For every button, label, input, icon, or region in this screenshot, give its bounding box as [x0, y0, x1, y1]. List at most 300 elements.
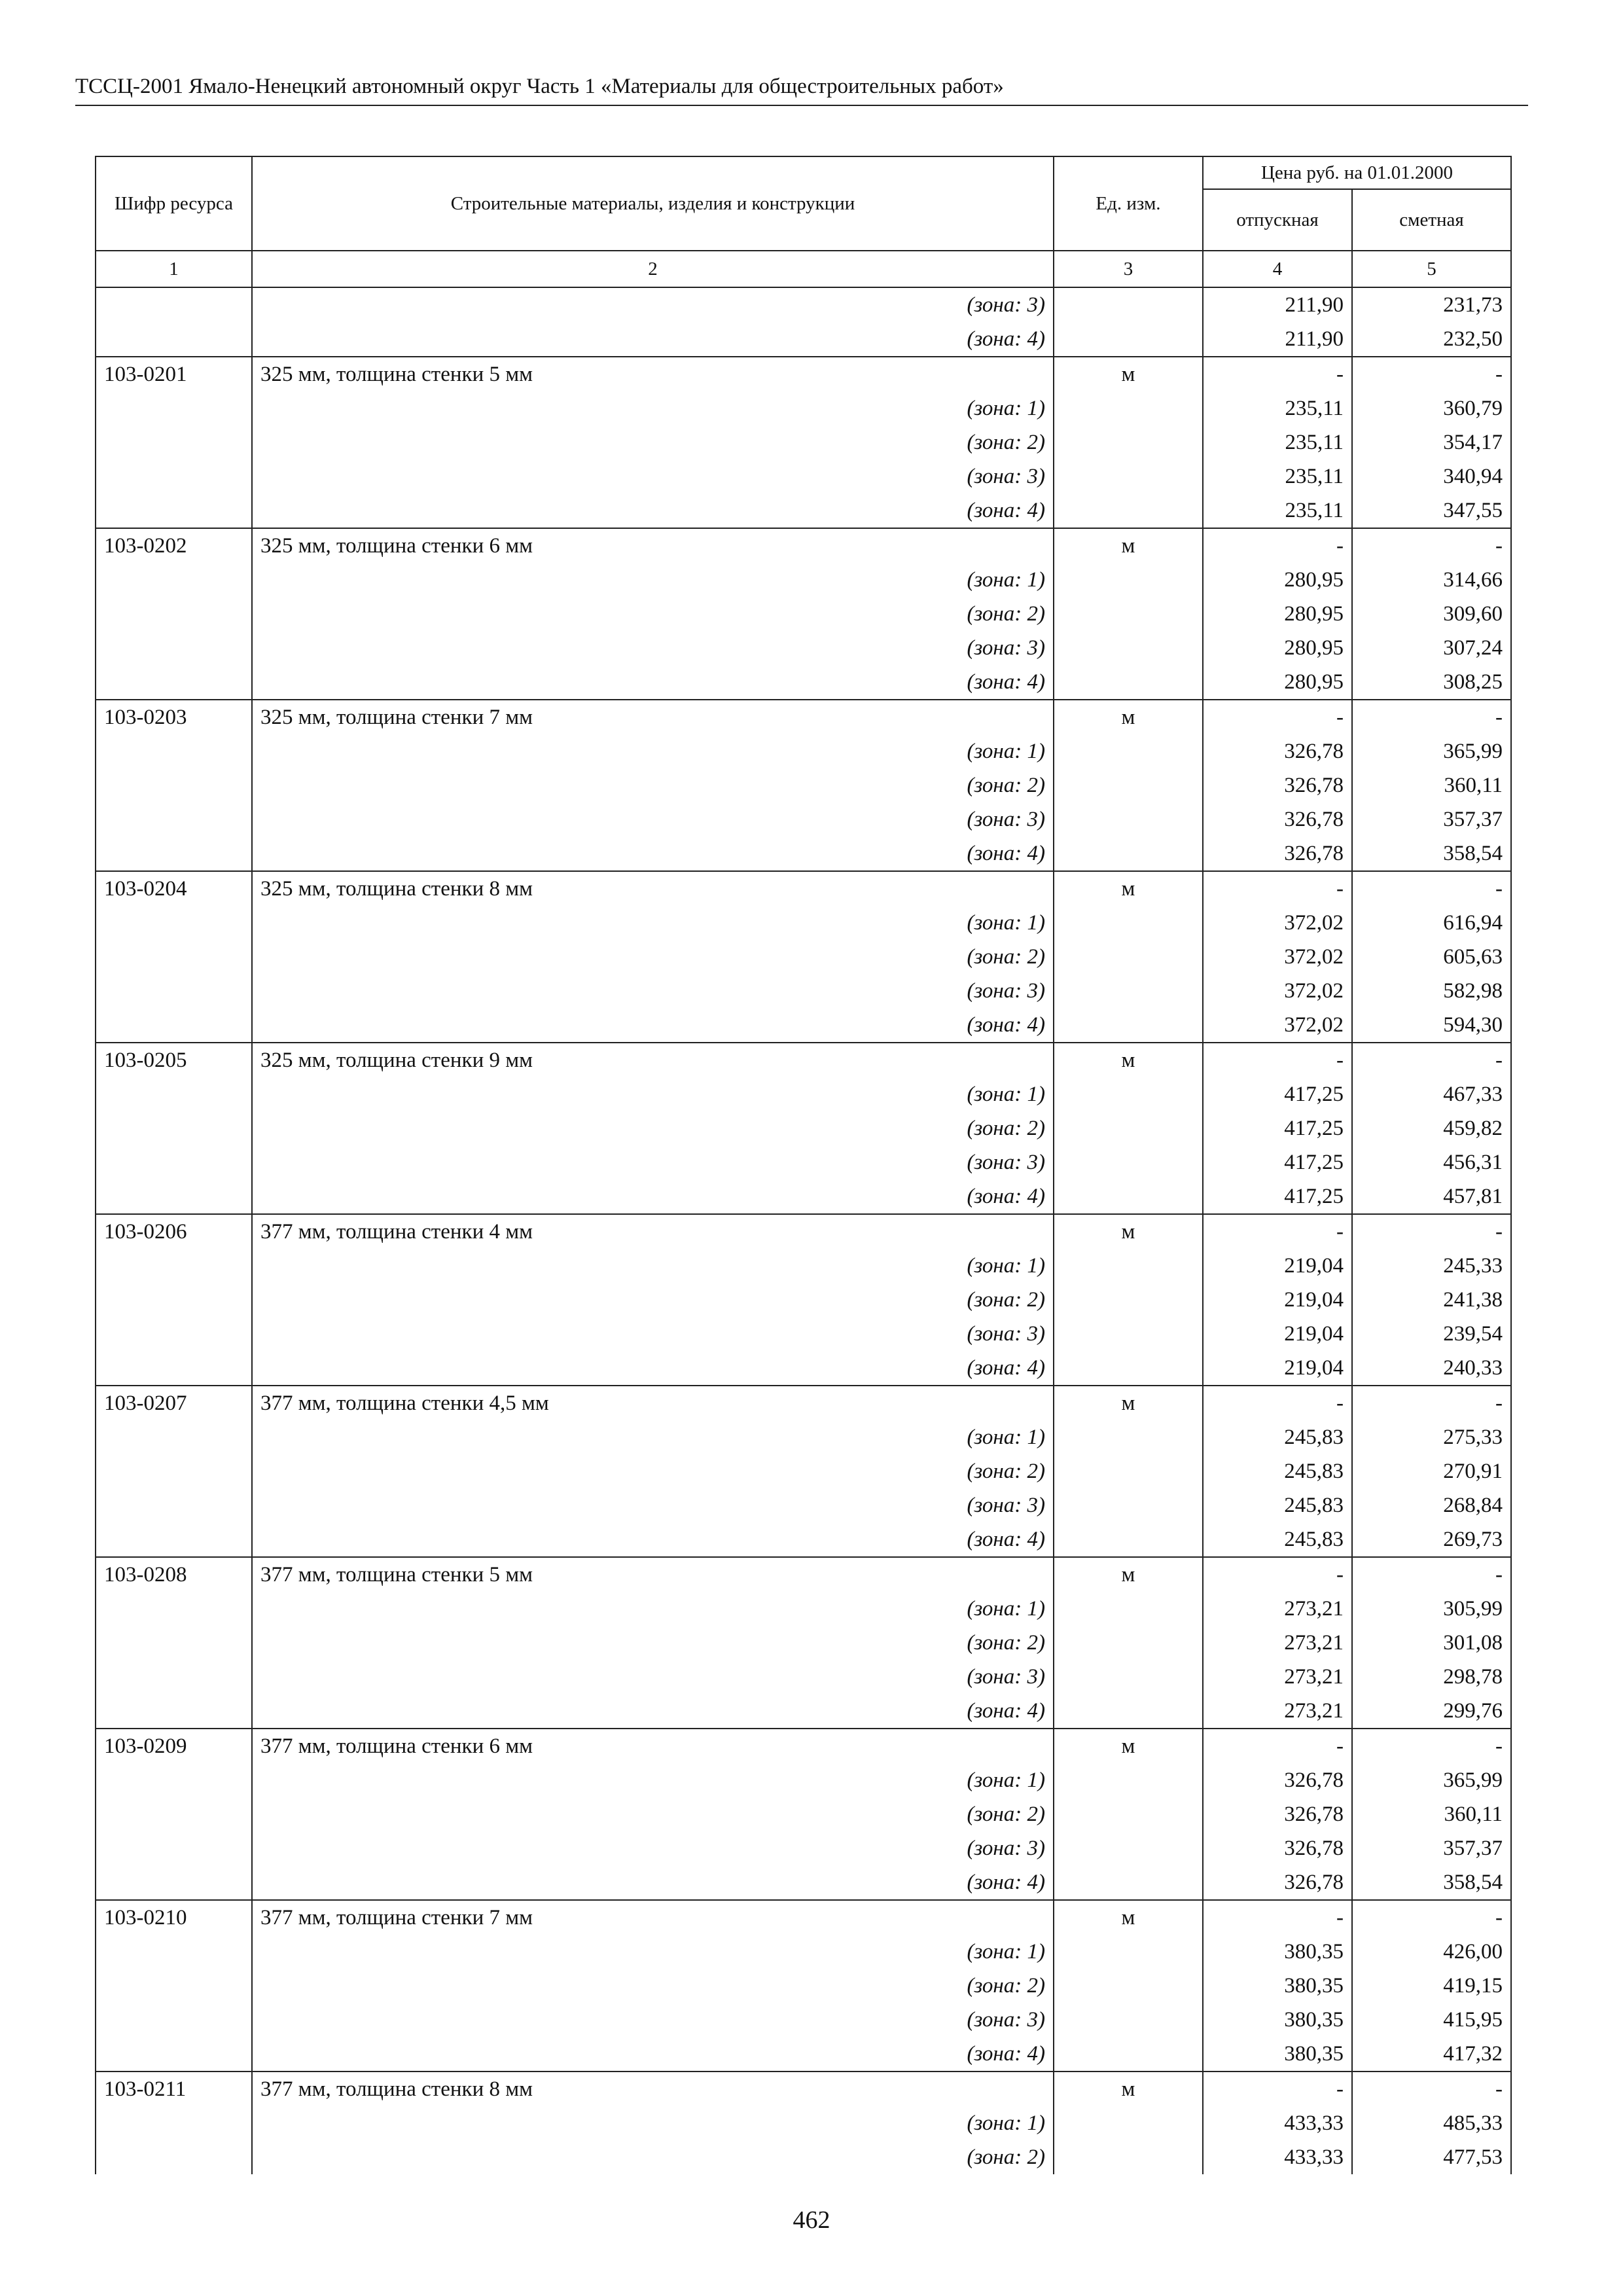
release-price: 417,25	[1203, 1145, 1352, 1179]
unit-cell-empty	[1054, 974, 1203, 1008]
release-price: 326,78	[1203, 1797, 1352, 1831]
estimate-price: 301,08	[1352, 1626, 1511, 1660]
zone-label: (зона: 1)	[252, 1077, 1054, 1111]
zone-label: (зона: 1)	[252, 1935, 1054, 1969]
table-row-zone	[96, 1145, 1511, 1179]
zone-label: (зона: 4)	[252, 1351, 1054, 1386]
material-name: 325 мм, толщина стенки 7 мм	[252, 700, 1054, 734]
table-row-zone	[96, 1111, 1511, 1145]
release-price: -	[1203, 1557, 1352, 1592]
unit-cell-empty	[1054, 768, 1203, 802]
column-number: 3	[1054, 251, 1203, 287]
resource-code-empty	[96, 1797, 252, 1831]
resource-code-empty	[96, 1626, 252, 1660]
estimate-price: 357,37	[1352, 802, 1511, 836]
table-row-item	[96, 357, 1511, 391]
table-row-zone	[96, 1831, 1511, 1865]
material-name: 325 мм, толщина стенки 5 мм	[252, 357, 1054, 391]
table-row-item	[96, 1900, 1511, 1935]
release-price: -	[1203, 871, 1352, 906]
unit-cell: м	[1054, 1900, 1203, 1935]
zone-label: (зона: 4)	[252, 322, 1054, 357]
resource-code-empty	[96, 1488, 252, 1522]
estimate-price: -	[1352, 871, 1511, 906]
estimate-price: 307,24	[1352, 631, 1511, 665]
release-price: 245,83	[1203, 1454, 1352, 1488]
unit-cell-empty	[1054, 734, 1203, 768]
unit-cell-empty	[1054, 1077, 1203, 1111]
zone-label: (зона: 2)	[252, 940, 1054, 974]
table-row-zone	[96, 631, 1511, 665]
header-divider	[75, 105, 1528, 106]
release-price: 211,90	[1203, 287, 1352, 322]
resource-code-empty	[96, 2003, 252, 2037]
resource-code-empty	[96, 1145, 252, 1179]
table-row-zone	[96, 1317, 1511, 1351]
table-row-zone	[96, 1592, 1511, 1626]
table-row-zone	[96, 734, 1511, 768]
resource-code: 103-0204	[96, 871, 252, 906]
unit-cell: м	[1054, 700, 1203, 734]
zone-label: (зона: 2)	[252, 1797, 1054, 1831]
unit-cell-empty	[1054, 1831, 1203, 1865]
table-row-zone	[96, 1420, 1511, 1454]
release-price: 280,95	[1203, 597, 1352, 631]
table-row-zone	[96, 493, 1511, 528]
zone-label: (зона: 1)	[252, 1592, 1054, 1626]
estimate-price: 419,15	[1352, 1969, 1511, 2003]
zone-label: (зона: 1)	[252, 906, 1054, 940]
release-price: 326,78	[1203, 768, 1352, 802]
resource-code-empty	[96, 665, 252, 700]
unit-cell-empty	[1054, 1249, 1203, 1283]
estimate-price: 360,11	[1352, 768, 1511, 802]
table-row-zone	[96, 1283, 1511, 1317]
unit-cell-empty	[1054, 1283, 1203, 1317]
unit-cell-empty	[1054, 1317, 1203, 1351]
estimate-price: 456,31	[1352, 1145, 1511, 1179]
table-row-zone	[96, 836, 1511, 871]
estimate-price: -	[1352, 1386, 1511, 1420]
unit-cell-empty	[1054, 906, 1203, 940]
estimate-price: 365,99	[1352, 1763, 1511, 1797]
table-row-item	[96, 1557, 1511, 1592]
estimate-price: 582,98	[1352, 974, 1511, 1008]
release-price: 219,04	[1203, 1317, 1352, 1351]
unit-cell-empty	[1054, 391, 1203, 425]
release-price: 326,78	[1203, 1865, 1352, 1900]
resource-code: 103-0208	[96, 1557, 252, 1592]
unit-cell-empty	[1054, 2140, 1203, 2174]
column-number: 1	[96, 251, 252, 287]
unit-cell-empty	[1054, 1008, 1203, 1043]
unit-cell: м	[1054, 1043, 1203, 1077]
table-row-zone	[96, 2037, 1511, 2072]
table-header	[96, 156, 1511, 287]
column-header-unit: Ед. изм.	[1054, 156, 1203, 251]
table-row-zone	[96, 1694, 1511, 1729]
resource-code-empty	[96, 425, 252, 459]
release-price: 326,78	[1203, 1831, 1352, 1865]
estimate-price: 467,33	[1352, 1077, 1511, 1111]
release-price: 326,78	[1203, 1763, 1352, 1797]
resource-code: 103-0203	[96, 700, 252, 734]
zone-label: (зона: 2)	[252, 2140, 1054, 2174]
zone-label: (зона: 4)	[252, 493, 1054, 528]
table-row-zone	[96, 1008, 1511, 1043]
estimate-price: 426,00	[1352, 1935, 1511, 1969]
table-row-zone	[96, 1351, 1511, 1386]
estimate-price: -	[1352, 1557, 1511, 1592]
unit-cell-empty	[1054, 1420, 1203, 1454]
table-row-item	[96, 1386, 1511, 1420]
column-header-release-price: отпускная	[1203, 189, 1352, 251]
release-price: 326,78	[1203, 734, 1352, 768]
table-row-zone	[96, 2003, 1511, 2037]
zone-label: (зона: 3)	[252, 459, 1054, 493]
estimate-price: 459,82	[1352, 1111, 1511, 1145]
unit-cell-empty	[1054, 1935, 1203, 1969]
estimate-price: 358,54	[1352, 1865, 1511, 1900]
release-price: 235,11	[1203, 391, 1352, 425]
unit-cell-empty	[1054, 597, 1203, 631]
zone-label: (зона: 4)	[252, 2037, 1054, 2072]
table-row-zone	[96, 1077, 1511, 1111]
estimate-price: 269,73	[1352, 1522, 1511, 1557]
estimate-price: -	[1352, 528, 1511, 563]
unit-cell-empty	[1054, 1111, 1203, 1145]
unit-cell-empty	[1054, 2037, 1203, 2072]
release-price: -	[1203, 700, 1352, 734]
estimate-price: 268,84	[1352, 1488, 1511, 1522]
release-price: -	[1203, 1214, 1352, 1249]
estimate-price: -	[1352, 2072, 1511, 2106]
material-name: 377 мм, толщина стенки 8 мм	[252, 2072, 1054, 2106]
zone-label: (зона: 4)	[252, 1179, 1054, 1214]
zone-label: (зона: 2)	[252, 425, 1054, 459]
zone-label: (зона: 3)	[252, 1488, 1054, 1522]
table-row-item	[96, 871, 1511, 906]
release-price: -	[1203, 2072, 1352, 2106]
resource-code-empty	[96, 1763, 252, 1797]
resource-code-empty	[96, 1179, 252, 1214]
zone-label: (зона: 1)	[252, 563, 1054, 597]
table-row-item	[96, 700, 1511, 734]
zone-label: (зона: 2)	[252, 1626, 1054, 1660]
column-number: 2	[252, 251, 1054, 287]
resource-code: 103-0206	[96, 1214, 252, 1249]
table-row-item	[96, 1043, 1511, 1077]
release-price: 219,04	[1203, 1249, 1352, 1283]
resource-code-empty	[96, 1283, 252, 1317]
release-price: 235,11	[1203, 425, 1352, 459]
unit-cell-empty	[1054, 563, 1203, 597]
release-price: 326,78	[1203, 836, 1352, 871]
resource-code-empty	[96, 563, 252, 597]
resource-code: 103-0201	[96, 357, 252, 391]
unit-cell-empty	[1054, 2106, 1203, 2140]
estimate-price: 241,38	[1352, 1283, 1511, 1317]
resource-code-empty	[96, 1592, 252, 1626]
resource-code: 103-0205	[96, 1043, 252, 1077]
column-header-price-group: Цена руб. на 01.01.2000	[1203, 156, 1511, 189]
release-price: 380,35	[1203, 2037, 1352, 2072]
unit-cell: м	[1054, 1557, 1203, 1592]
table-row-zone	[96, 2140, 1511, 2174]
estimate-price: -	[1352, 1043, 1511, 1077]
release-price: 245,83	[1203, 1420, 1352, 1454]
resource-code-empty	[96, 1249, 252, 1283]
unit-cell-empty	[1054, 1592, 1203, 1626]
estimate-price: 309,60	[1352, 597, 1511, 631]
resource-code: 103-0207	[96, 1386, 252, 1420]
release-price: 372,02	[1203, 940, 1352, 974]
estimate-price: 308,25	[1352, 665, 1511, 700]
unit-cell: м	[1054, 871, 1203, 906]
estimate-price: 477,53	[1352, 2140, 1511, 2174]
column-header-name: Строительные материалы, изделия и конструкции	[252, 156, 1054, 251]
release-price: 326,78	[1203, 802, 1352, 836]
estimate-price: 354,17	[1352, 425, 1511, 459]
table-row-item	[96, 2072, 1511, 2106]
release-price: 280,95	[1203, 665, 1352, 700]
estimate-price: 594,30	[1352, 1008, 1511, 1043]
unit-cell-empty	[1054, 425, 1203, 459]
unit-cell-empty	[1054, 1626, 1203, 1660]
release-price: 273,21	[1203, 1660, 1352, 1694]
resource-code-empty	[96, 322, 252, 357]
table-row-zone	[96, 459, 1511, 493]
resource-code-empty	[96, 2037, 252, 2072]
zone-label: (зона: 3)	[252, 287, 1054, 322]
resource-code-empty	[96, 493, 252, 528]
zone-label: (зона: 3)	[252, 1145, 1054, 1179]
estimate-price: 232,50	[1352, 322, 1511, 357]
estimate-price: 360,79	[1352, 391, 1511, 425]
estimate-price: 360,11	[1352, 1797, 1511, 1831]
unit-cell-empty	[1054, 631, 1203, 665]
resource-code-empty	[96, 734, 252, 768]
unit-cell: м	[1054, 357, 1203, 391]
estimate-price: 457,81	[1352, 1179, 1511, 1214]
unit-cell-empty	[1054, 1865, 1203, 1900]
estimate-price: 616,94	[1352, 906, 1511, 940]
column-number: 5	[1352, 251, 1511, 287]
unit-cell-empty	[1054, 836, 1203, 871]
unit-cell: м	[1054, 1729, 1203, 1763]
zone-label: (зона: 1)	[252, 1249, 1054, 1283]
material-name: 377 мм, толщина стенки 4,5 мм	[252, 1386, 1054, 1420]
unit-cell-empty	[1054, 2003, 1203, 2037]
resource-code-empty	[96, 597, 252, 631]
table-row-zone	[96, 1660, 1511, 1694]
table-row-zone	[96, 1454, 1511, 1488]
table-row-zone	[96, 322, 1511, 357]
release-price: -	[1203, 357, 1352, 391]
table-row-zone	[96, 425, 1511, 459]
price-table	[95, 156, 1512, 2174]
unit-cell-empty	[1054, 1694, 1203, 1729]
table-row-zone	[96, 287, 1511, 322]
table-row-zone	[96, 940, 1511, 974]
resource-code-empty	[96, 1522, 252, 1557]
estimate-price: 275,33	[1352, 1420, 1511, 1454]
material-name: 325 мм, толщина стенки 9 мм	[252, 1043, 1054, 1077]
zone-label: (зона: 1)	[252, 2106, 1054, 2140]
table-row-zone	[96, 1522, 1511, 1557]
zone-label: (зона: 1)	[252, 1763, 1054, 1797]
resource-code-empty	[96, 940, 252, 974]
column-header-code: Шифр ресурса	[96, 156, 252, 251]
estimate-price: 485,33	[1352, 2106, 1511, 2140]
release-price: 417,25	[1203, 1179, 1352, 1214]
resource-code-empty	[96, 1111, 252, 1145]
release-price: 380,35	[1203, 1935, 1352, 1969]
table-row-zone	[96, 1865, 1511, 1900]
release-price: 280,95	[1203, 563, 1352, 597]
release-price: -	[1203, 1729, 1352, 1763]
zone-label: (зона: 3)	[252, 1317, 1054, 1351]
estimate-price: 605,63	[1352, 940, 1511, 974]
unit-cell-empty	[1054, 322, 1203, 357]
resource-code-empty	[96, 1935, 252, 1969]
unit-cell-empty	[1054, 1522, 1203, 1557]
resource-code-empty	[96, 459, 252, 493]
unit-cell-empty	[1054, 802, 1203, 836]
unit-cell: м	[1054, 1214, 1203, 1249]
resource-code-empty	[96, 1420, 252, 1454]
release-price: 380,35	[1203, 2003, 1352, 2037]
zone-label: (зона: 3)	[252, 802, 1054, 836]
release-price: 372,02	[1203, 974, 1352, 1008]
estimate-price: 270,91	[1352, 1454, 1511, 1488]
resource-code-empty	[96, 1660, 252, 1694]
release-price: -	[1203, 1900, 1352, 1935]
release-price: -	[1203, 1386, 1352, 1420]
resource-code-empty	[96, 391, 252, 425]
zone-label: (зона: 4)	[252, 665, 1054, 700]
release-price: -	[1203, 528, 1352, 563]
table-row-zone	[96, 1935, 1511, 1969]
estimate-price: 358,54	[1352, 836, 1511, 871]
zone-label: (зона: 2)	[252, 597, 1054, 631]
zone-label: (зона: 1)	[252, 734, 1054, 768]
release-price: 245,83	[1203, 1522, 1352, 1557]
zone-label: (зона: 4)	[252, 1008, 1054, 1043]
table-row-zone	[96, 597, 1511, 631]
zone-label: (зона: 3)	[252, 1831, 1054, 1865]
unit-cell-empty	[1054, 1145, 1203, 1179]
release-price: 433,33	[1203, 2106, 1352, 2140]
unit-cell-empty	[1054, 1454, 1203, 1488]
release-price: 273,21	[1203, 1626, 1352, 1660]
table-row-zone	[96, 1969, 1511, 2003]
release-price: 372,02	[1203, 906, 1352, 940]
resource-code-empty	[96, 1008, 252, 1043]
unit-cell-empty	[1054, 459, 1203, 493]
release-price: 380,35	[1203, 1969, 1352, 2003]
zone-label: (зона: 4)	[252, 836, 1054, 871]
table-row-zone	[96, 1763, 1511, 1797]
resource-code-empty	[96, 1077, 252, 1111]
resource-code-empty	[96, 287, 252, 322]
unit-cell-empty	[1054, 287, 1203, 322]
release-price: 235,11	[1203, 459, 1352, 493]
release-price: 433,33	[1203, 2140, 1352, 2174]
table-row-zone	[96, 2106, 1511, 2140]
estimate-price: 415,95	[1352, 2003, 1511, 2037]
estimate-price: 357,37	[1352, 1831, 1511, 1865]
resource-code: 103-0210	[96, 1900, 252, 1935]
resource-code-empty	[96, 974, 252, 1008]
unit-cell-empty	[1054, 1488, 1203, 1522]
estimate-price: 298,78	[1352, 1660, 1511, 1694]
column-number: 4	[1203, 251, 1352, 287]
table-row-zone	[96, 1626, 1511, 1660]
zone-label: (зона: 1)	[252, 391, 1054, 425]
material-name: 377 мм, толщина стенки 4 мм	[252, 1214, 1054, 1249]
page-number: 462	[793, 2206, 830, 2234]
estimate-price: 347,55	[1352, 493, 1511, 528]
resource-code-empty	[96, 802, 252, 836]
unit-cell-empty	[1054, 493, 1203, 528]
table-row-zone	[96, 768, 1511, 802]
release-price: 273,21	[1203, 1694, 1352, 1729]
table-row-zone	[96, 802, 1511, 836]
estimate-price: 340,94	[1352, 459, 1511, 493]
release-price: 219,04	[1203, 1351, 1352, 1386]
estimate-price: 314,66	[1352, 563, 1511, 597]
unit-cell-empty	[1054, 1763, 1203, 1797]
unit-cell-empty	[1054, 1797, 1203, 1831]
table-row-item	[96, 1729, 1511, 1763]
estimate-price: -	[1352, 1214, 1511, 1249]
material-name: 377 мм, толщина стенки 6 мм	[252, 1729, 1054, 1763]
material-name: 325 мм, толщина стенки 6 мм	[252, 528, 1054, 563]
zone-label: (зона: 2)	[252, 1454, 1054, 1488]
resource-code-empty	[96, 1317, 252, 1351]
unit-cell-empty	[1054, 940, 1203, 974]
release-price: -	[1203, 1043, 1352, 1077]
resource-code-empty	[96, 1694, 252, 1729]
unit-cell: м	[1054, 528, 1203, 563]
table-row-zone	[96, 665, 1511, 700]
table-row-zone	[96, 1797, 1511, 1831]
zone-label: (зона: 4)	[252, 1522, 1054, 1557]
table-row-item	[96, 528, 1511, 563]
page-header: ТССЦ-2001 Ямало-Ненецкий автономный округ Часть 1 «Материалы для общестроительных работ»	[75, 75, 1004, 98]
release-price: 273,21	[1203, 1592, 1352, 1626]
resource-code-empty	[96, 2140, 252, 2174]
unit-cell: м	[1054, 1386, 1203, 1420]
resource-code-empty	[96, 2106, 252, 2140]
resource-code-empty	[96, 1865, 252, 1900]
table-row-zone	[96, 1179, 1511, 1214]
resource-code-empty	[96, 768, 252, 802]
table-body	[96, 287, 1511, 2174]
zone-label: (зона: 2)	[252, 1111, 1054, 1145]
unit-cell-empty	[1054, 1179, 1203, 1214]
estimate-price: 240,33	[1352, 1351, 1511, 1386]
material-name: 325 мм, толщина стенки 8 мм	[252, 871, 1054, 906]
estimate-price: 245,33	[1352, 1249, 1511, 1283]
resource-code-empty	[96, 631, 252, 665]
release-price: 211,90	[1203, 322, 1352, 357]
table-row-zone	[96, 1249, 1511, 1283]
resource-code-empty	[96, 1969, 252, 2003]
unit-cell-empty	[1054, 1969, 1203, 2003]
estimate-price: -	[1352, 1900, 1511, 1935]
